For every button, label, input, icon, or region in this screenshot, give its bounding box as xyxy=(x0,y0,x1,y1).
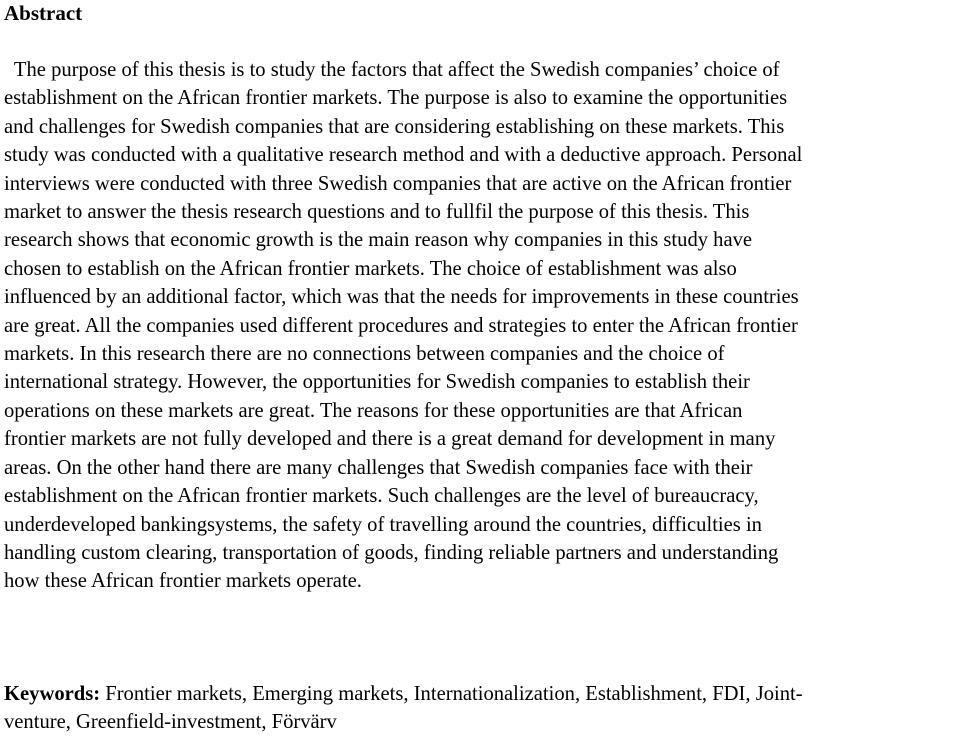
abstract-line: market to answer the thesis research questions and to fullfil the purpose of this thesis. This xyxy=(4,201,750,224)
abstract-line: how these African frontier markets operate. xyxy=(4,570,362,593)
abstract-line: and challenges for Swedish companies that are considering establishing on these markets. This xyxy=(4,115,785,138)
abstract-line: influenced by an additional factor, which was that the needs for improvements in these countries xyxy=(4,286,799,309)
keywords-block xyxy=(4,680,959,737)
abstract-line: establishment on the African frontier markets. Such challenges are the level of bureaucracy, xyxy=(4,485,759,508)
abstract-line: underdeveloped bankingsystems, the safety of travelling around the countries, difficulties in xyxy=(4,513,762,536)
section-heading: Abstract xyxy=(4,1,83,25)
abstract-paragraph xyxy=(4,56,959,596)
keywords-line: venture, Greenfield-investment, Förvärv xyxy=(4,711,337,734)
abstract-line: study was conducted with a qualitative research method and with a deductive approach. Personal xyxy=(4,144,803,167)
abstract-line: interviews were conducted with three Swedish companies that are active on the African frontier xyxy=(4,172,792,195)
abstract-line: establishment on the African frontier markets. The purpose is also to examine the opportunities xyxy=(4,87,788,110)
abstract-line: frontier markets are not fully developed and there is a great demand for development in many xyxy=(4,428,776,451)
abstract-line: research shows that economic growth is the main reason why companies in this study have xyxy=(4,229,753,252)
abstract-line: are great. All the companies used different procedures and strategies to enter the African frontier xyxy=(4,314,798,337)
abstract-line: international strategy. However, the opportunities for Swedish companies to establish their xyxy=(4,371,750,394)
keywords-text: Frontier markets, Emerging markets, Internationalization, Establishment, FDI, Joint- xyxy=(100,683,803,705)
keywords-label: Keywords: xyxy=(4,683,101,705)
abstract-line: chosen to establish on the African frontier markets. The choice of establishment was also xyxy=(4,257,737,280)
abstract-line: markets. In this research there are no connections between companies and the choice of xyxy=(4,343,725,366)
abstract-line: handling custom clearing, transportation of goods, finding reliable partners and understanding xyxy=(4,541,779,564)
abstract-line: areas. On the other hand there are many challenges that Swedish companies face with their xyxy=(4,456,753,479)
keywords-line xyxy=(4,680,959,708)
abstract-line: operations on these markets are great. The reasons for these opportunities are that African xyxy=(4,399,743,422)
abstract-line: The purpose of this thesis is to study the factors that affect the Swedish companies’ choice of xyxy=(4,59,780,81)
